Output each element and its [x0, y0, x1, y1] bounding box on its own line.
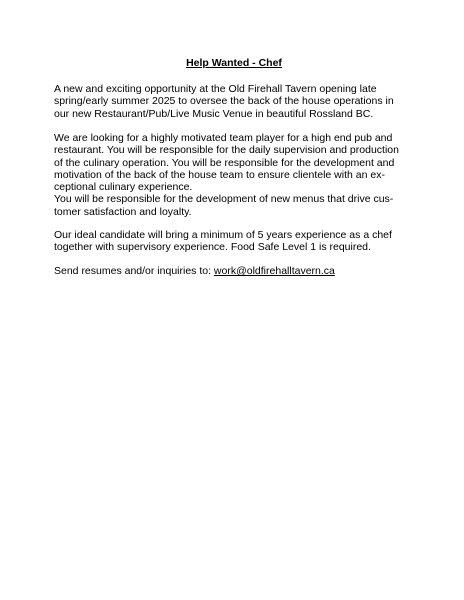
email-link[interactable]: work@oldfirehalltavern.ca — [213, 265, 335, 277]
text-line: motivation of the back of the house team to ensure clientele with an ex- — [54, 168, 385, 181]
text-line: We are looking for a highly motivated team player for a high end pub and — [54, 132, 393, 144]
text-line: of the culinary operation. You will be responsible for the development and — [54, 156, 395, 169]
text-line: You will be responsible for the development of new menus that drive cus- — [54, 193, 394, 206]
text-line: our new Restaurant/Pub/Live Music Venue in beautiful Rossland BC. — [54, 107, 374, 120]
text-line: Our ideal candidate will bring a minimum of 5 years experience as a chef — [54, 229, 392, 241]
responsibilities-paragraph — [54, 132, 414, 218]
text-line: together with supervisory experience. Food Safe Level 1 is required. — [54, 241, 371, 254]
text-line: restaurant. You will be responsible for the daily supervision and production — [54, 144, 399, 157]
text-line: ceptional culinary experience. — [54, 181, 193, 194]
intro-paragraph — [54, 83, 414, 120]
text-line: tomer satisfaction and loyalty. — [54, 205, 192, 218]
text-line: A new and exciting opportunity at the Old Firehall Tavern opening late — [54, 83, 377, 95]
requirements-paragraph — [54, 229, 414, 254]
page-title: Help Wanted - Chef — [186, 57, 282, 69]
contact-prefix: Send resumes and/or inquiries to: — [54, 265, 214, 277]
text-line: spring/early summer 2025 to oversee the back of the house operations in — [54, 95, 394, 108]
contact-paragraph — [54, 265, 414, 277]
